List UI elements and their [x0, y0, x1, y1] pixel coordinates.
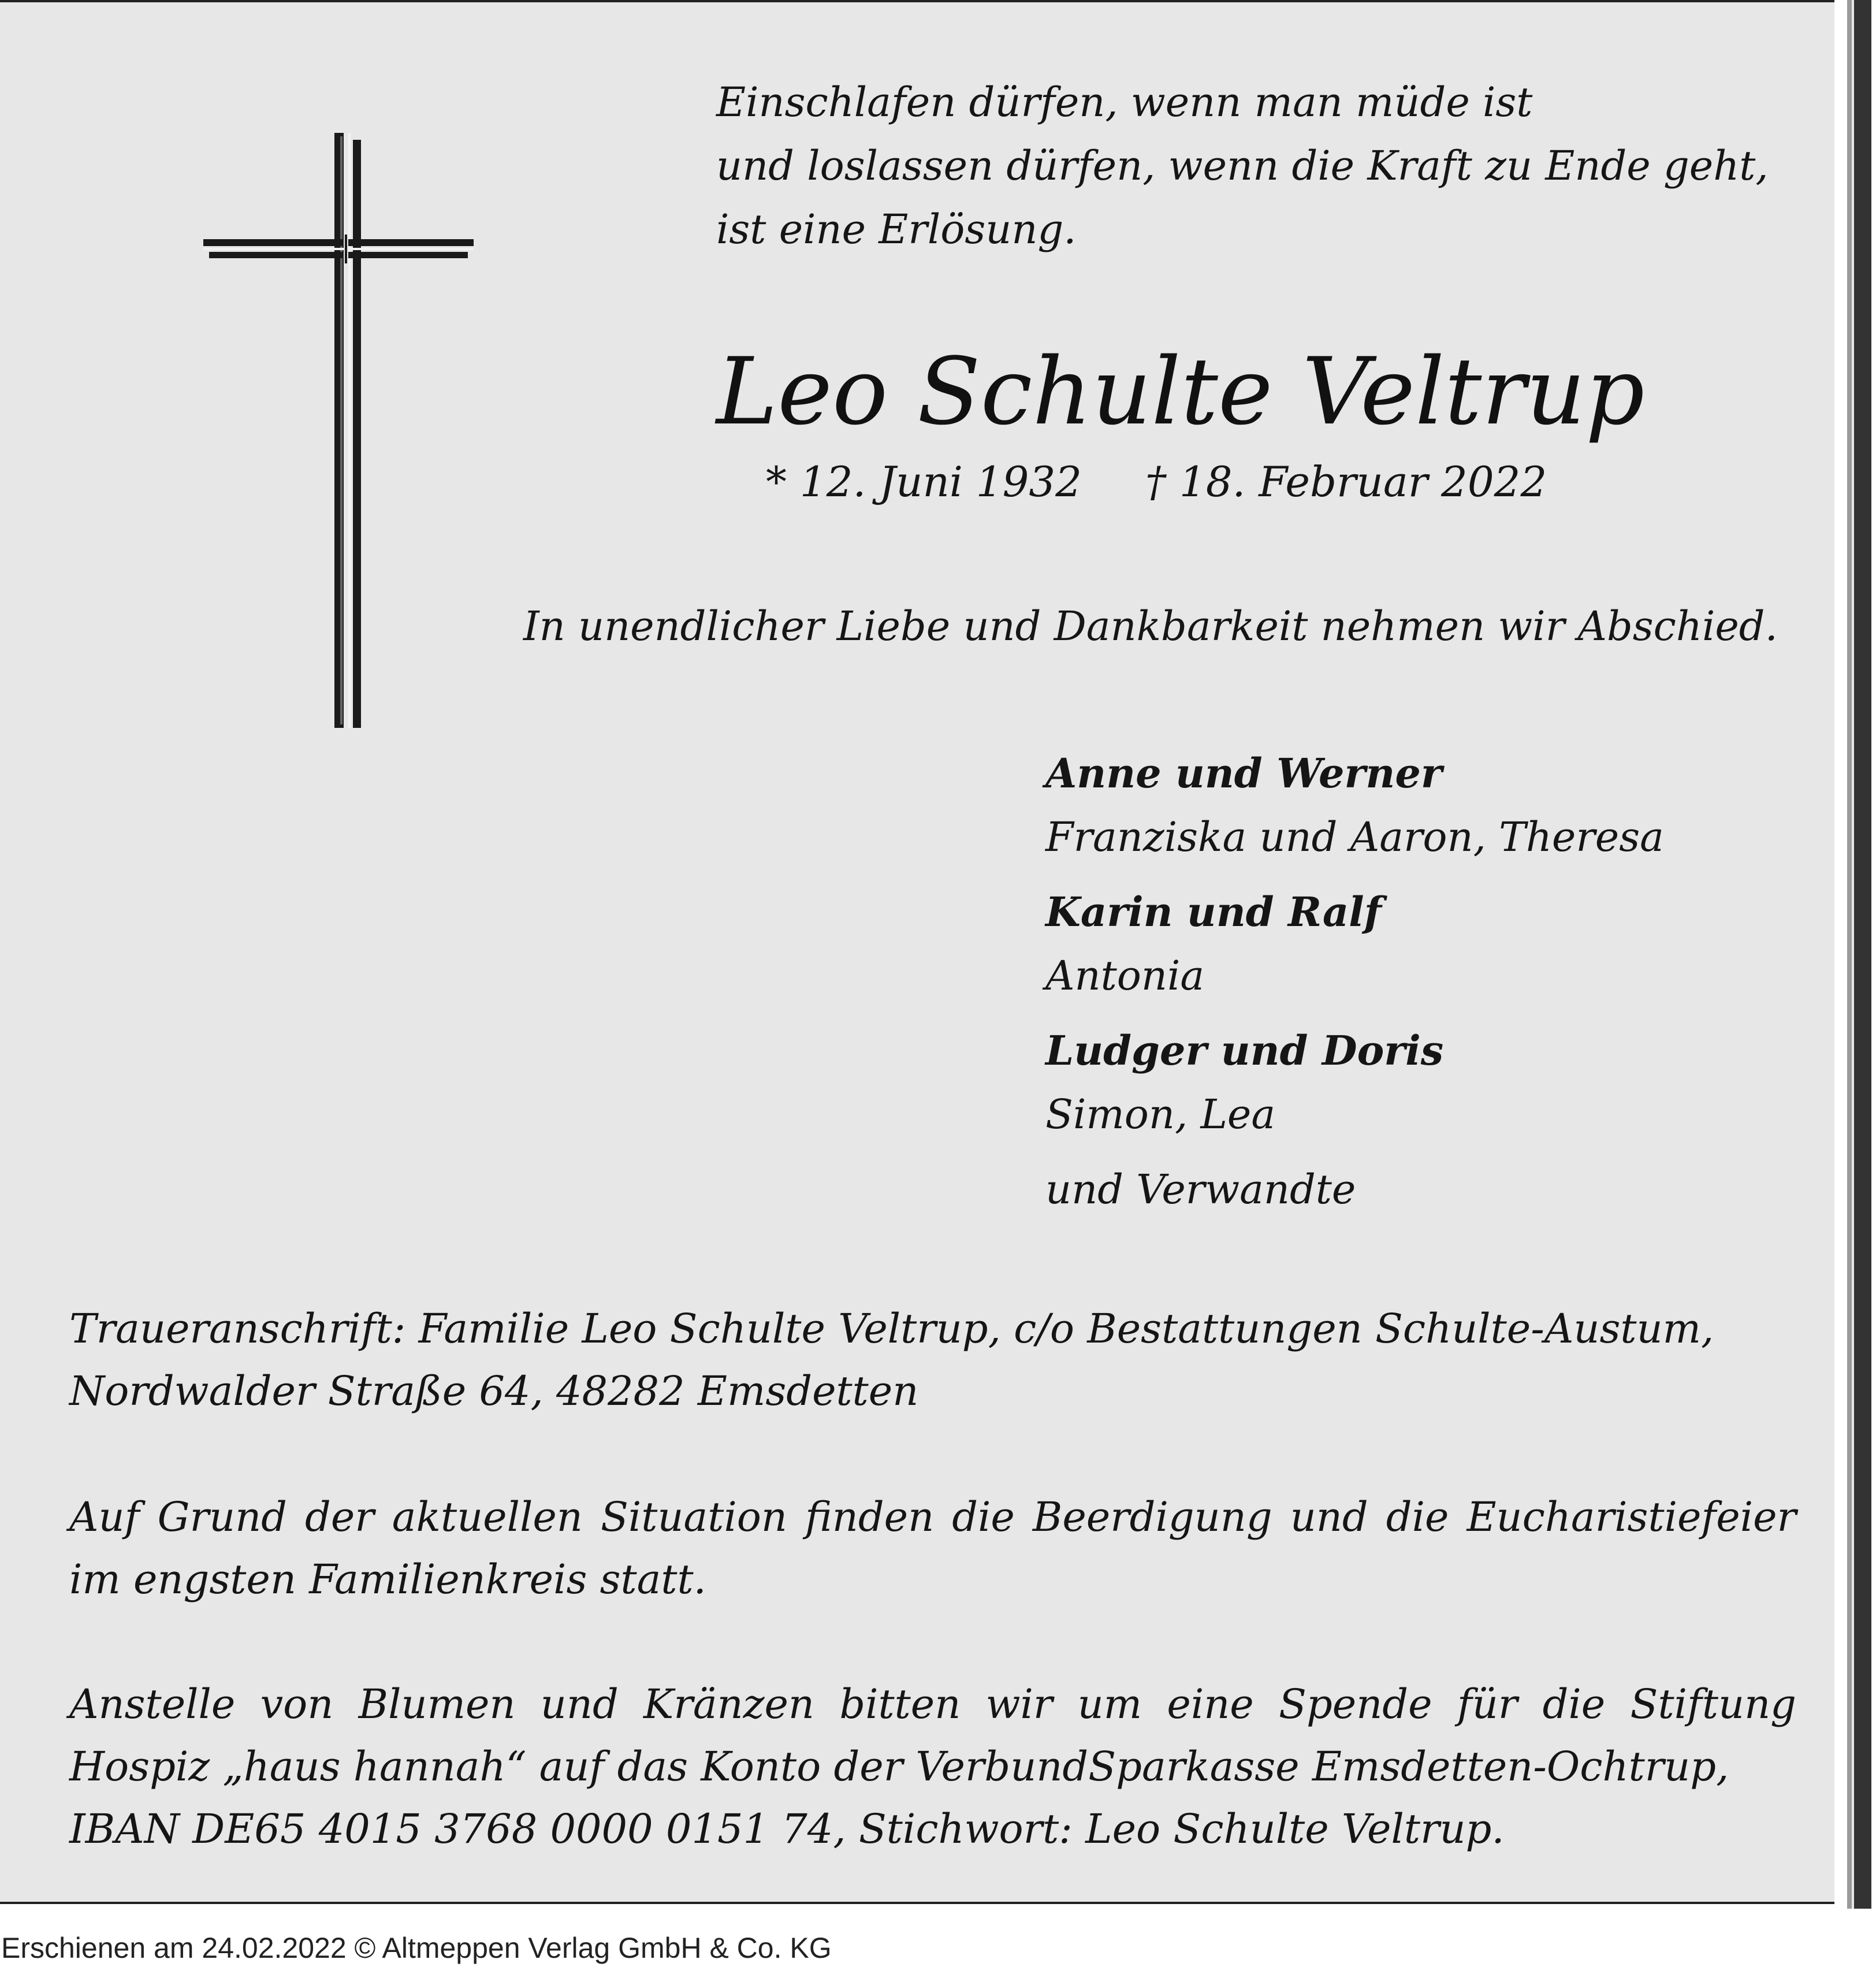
publication-footer: Erschienen am 24.02.2022 © Altmeppen Verlag GmbH & Co. KG — [1, 1932, 832, 1964]
family-parents: Karin und Ralf — [1045, 888, 1382, 936]
donation-line: IBAN DE65 4015 3768 0000 0151 74, Stichwort: Leo Schulte Veltrup. — [69, 1805, 1505, 1853]
family-group — [1045, 880, 1664, 1007]
family-parents: Anne und Werner — [1045, 749, 1442, 797]
decorative-edge-bar — [1847, 0, 1871, 1909]
cross-icon — [203, 133, 474, 728]
family-group — [1045, 1019, 1664, 1146]
birth-date: * 12. Juni 1932 — [766, 458, 1082, 506]
quote-line: ist eine Erlösung. — [716, 206, 1077, 253]
donation-line: Hospiz „haus hannah“ auf das Konto der VerbundSparkasse Emsdetten-Ochtrup, — [69, 1743, 1729, 1790]
life-dates — [766, 453, 1547, 511]
family-group — [1045, 742, 1664, 869]
mourners-list — [1045, 742, 1664, 1221]
address-line: Traueranschrift: Familie Leo Schulte Veltrup, c/o Bestattungen Schulte-Austum, — [69, 1305, 1714, 1352]
farewell-text: In unendlicher Liebe und Dankbarkeit nehmen wir Abschied. — [523, 603, 1778, 650]
death-date: † 18. Februar 2022 — [1145, 458, 1547, 506]
funeral-line: Auf Grund der aktuellen Situation finden die Beerdigung und die Eucharistiefeier — [69, 1493, 1796, 1541]
deceased-name: Leo Schulte Veltrup — [716, 337, 1645, 445]
family-parents: Ludger und Doris — [1045, 1027, 1444, 1074]
family-children: Franziska und Aaron, Theresa — [1045, 813, 1664, 861]
mourning-address — [69, 1297, 1796, 1422]
quote-line: und loslassen dürfen, wenn die Kraft zu Ende geht, — [716, 142, 1769, 189]
family-children: Antonia — [1045, 952, 1205, 999]
donation-line: Anstelle von Blumen und Kränzen bitten wir um eine Spende für die Stiftung — [69, 1680, 1796, 1728]
relatives: und Verwandte — [1045, 1166, 1356, 1213]
quote-line: Einschlafen dürfen, wenn man müde ist — [716, 79, 1533, 126]
funeral-line: im engsten Familienkreis statt. — [69, 1556, 706, 1603]
donation-request — [69, 1673, 1796, 1860]
family-children: Simon, Lea — [1045, 1091, 1276, 1138]
funeral-info — [69, 1486, 1796, 1611]
quote — [716, 70, 1769, 261]
address-line: Nordwalder Straße 64, 48282 Emsdetten — [69, 1367, 919, 1415]
